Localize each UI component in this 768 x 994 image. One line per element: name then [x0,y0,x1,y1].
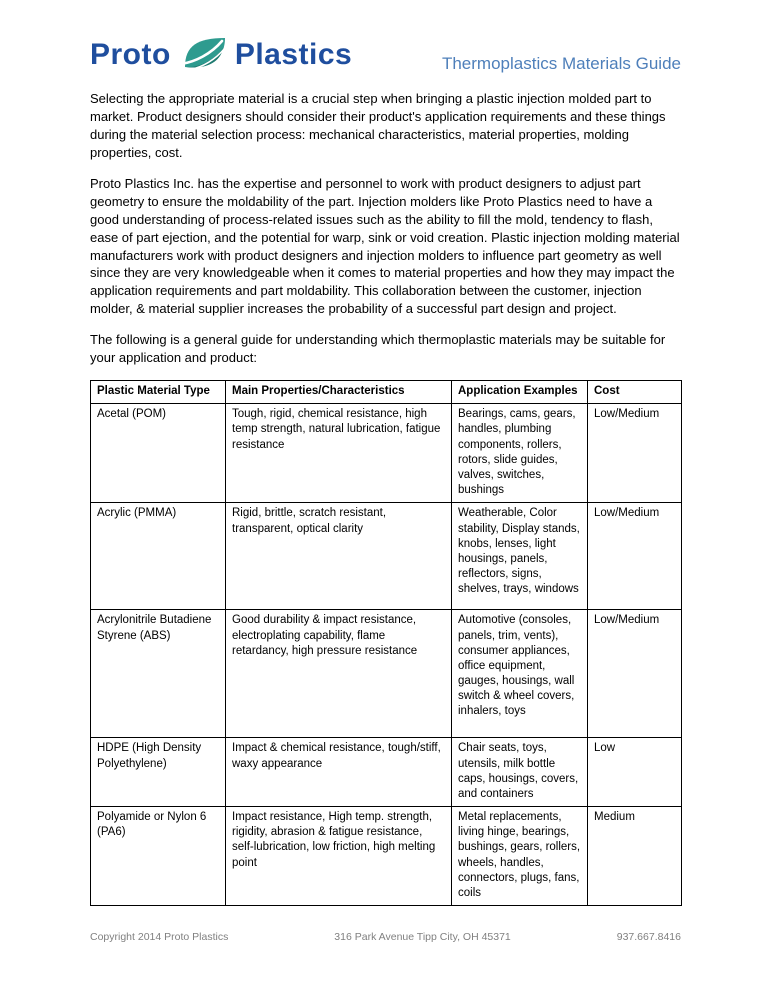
cell-cost: Low/Medium [588,610,682,738]
document-header [90,34,681,76]
cell-cost: Low/Medium [588,503,682,610]
cell-examples: Automotive (consoles, panels, trim, vents), consumer appliances, office equipment, gauges, housings, wall switch & wheel covers, inhalers, toys [452,610,588,738]
logo-word-plastics: Plastics [234,38,353,71]
table-row [91,610,682,738]
table-row [91,503,682,610]
cell-examples: Metal replacements, living hinge, bearings, bushings, gears, rollers, wheels, handles, connectors, plugs, fans, coils [452,807,588,906]
table-row [91,738,682,807]
cell-material: Acrylonitrile Butadiene Styrene (ABS) [91,610,226,738]
header-properties: Main Properties/Characteristics [226,381,452,404]
expertise-paragraph: Proto Plastics Inc. has the expertise and personnel to work with product designers to adjust part geometry to ensure the moldability of the part. Injection molders like Proto Plastics need to have a good understanding of process-related issues such as the ability to fill the mold, tendency to flash, ease of part ejection, and the potential for warp, sink or void creation. Plastic injection molding material manufacturers work with product designers and injection molders to influence part geometry as well since they are very knowledgeable when it comes to material properties and how they may impact the application requirements and part moldability. This collaboration between the customer, injection molder, & material supplier increases the probability of a successful part design and project. [90,175,680,317]
table-header-row [91,381,682,404]
cell-examples: Chair seats, toys, utensils, milk bottle caps, housings, covers, and containers [452,738,588,807]
logo-word-proto: Proto [90,38,171,71]
cell-cost: Low/Medium [588,404,682,503]
guide-lead-paragraph: The following is a general guide for understanding which thermoplastic materials may be suitable for your application and product: [90,332,666,366]
footer-address: 316 Park Avenue Tipp City, OH 45371 [334,931,511,943]
cell-properties: Tough, rigid, chemical resistance, high temp strength, natural lubrication, fatigue resistance [226,404,452,503]
header-applications: Application Examples [452,381,588,404]
cell-material: Acetal (POM) [91,404,226,503]
cell-examples: Weatherable, Color stability, Display stands, knobs, lenses, light housings, panels, reflectors, signs, shelves, trays, windows [452,503,588,610]
cell-material: HDPE (High Density Polyethylene) [91,738,226,807]
cell-examples: Bearings, cams, gears, handles, plumbing components, rollers, rotors, slide guides, valves, switches, bushings [452,404,588,503]
footer-phone: 937.667.8416 [616,931,681,943]
materials-table [90,380,682,906]
footer-copyright: Copyright 2014 Proto Plastics [90,931,229,943]
header-material-type: Plastic Material Type [91,381,226,404]
cell-material: Polyamide or Nylon 6 (PA6) [91,807,226,906]
cell-cost: Low [588,738,682,807]
page-footer [90,931,681,943]
table-row [91,807,682,906]
cell-properties: Impact resistance, High temp. strength, rigidity, abrasion & fatigue resistance, self-lubrication, low friction, high melting point [226,807,452,906]
cell-properties: Good durability & impact resistance, electroplating capability, flame retardancy, high pressure resistance [226,610,452,738]
cell-properties: Rigid, brittle, scratch resistant, transparent, optical clarity [226,503,452,610]
cell-properties: Impact & chemical resistance, tough/stiff, waxy appearance [226,738,452,807]
header-cost: Cost [588,381,682,404]
intro-paragraph: Selecting the appropriate material is a crucial step when bringing a plastic injection molded part to market. Product designers should consider their product's application requirements and these things during the material selection process: mechanical characteristics, material properties, molding properties, cost. [90,91,666,160]
table-row [91,404,682,503]
proto-plastics-logo [90,34,352,76]
cell-cost: Medium [588,807,682,906]
page-title: Thermoplastics Materials Guide [441,54,681,73]
logo-swoosh-icon [177,34,229,76]
cell-material: Acrylic (PMMA) [91,503,226,610]
